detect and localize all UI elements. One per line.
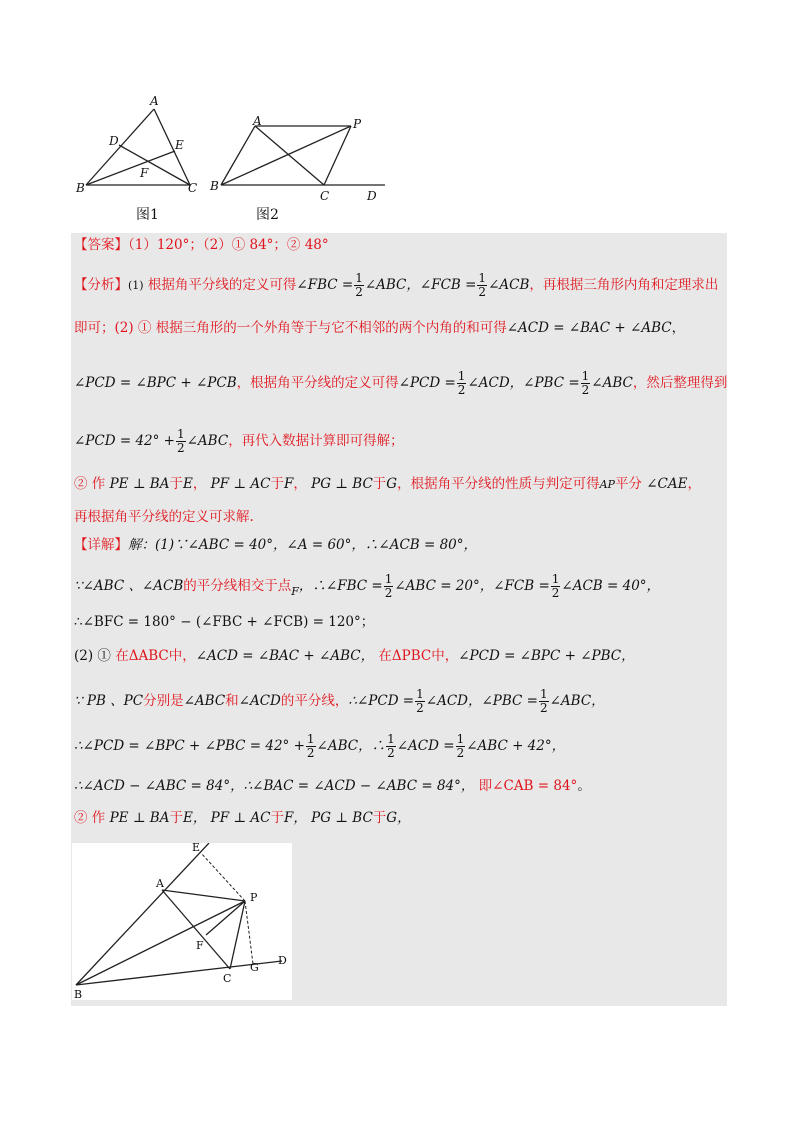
math-expr: PF ⊥ AC: [210, 476, 271, 492]
detail-text: 分别是: [143, 693, 184, 709]
math-expr: ∠PCD = ∠BPC + ∠PBC，: [458, 648, 635, 664]
analysis-text: ，再代入数据计算即可得解；: [228, 433, 404, 449]
math-expr: ∠ACB: [488, 277, 530, 293]
fig2-label-D: D: [367, 189, 377, 203]
math-expr: ，∠FCB =: [406, 277, 477, 293]
math-expr: E，: [182, 810, 207, 826]
math-expr: ∠PCD =: [398, 375, 456, 391]
detail-line-4: [74, 646, 635, 666]
detail-line-8: [74, 808, 411, 828]
math-expr: ∠ACD: [238, 693, 281, 709]
detail-line-5: [74, 688, 605, 715]
math-expr: PG ⊥ BC: [311, 810, 373, 826]
fig2-label-A: A: [253, 114, 262, 128]
figures-1-2: [70, 88, 400, 238]
math-expr: PG ⊥ BC: [311, 476, 373, 492]
answer-text: （1）120°；（2）① 84°；② 48°: [128, 237, 329, 253]
punct: 。: [577, 778, 591, 794]
analysis-text: 即可；(2) ① 根据三角形的一个外角等于与它不相邻的两个内角的和可得: [74, 320, 507, 336]
math-expr: ∠PCD = 42° +: [74, 433, 175, 449]
math-expr: ∠FBC =: [296, 277, 354, 293]
answer-tag: 【答案】: [74, 237, 128, 253]
math-expr: ∠ABC，: [549, 693, 605, 709]
fraction: $\frac{1}{2}$: [176, 427, 185, 455]
fig3-label-P: P: [250, 891, 258, 904]
math-expr: ，∠PBC =: [509, 375, 580, 391]
math-expr: ∠ACD: [467, 375, 510, 391]
math-expr: ∠ABC: [183, 693, 226, 709]
analysis-line-6: 再根据角平分线的定义可求解.: [74, 509, 254, 525]
detail-text: 的平分线相交于点: [183, 578, 292, 594]
math-expr: ∠ABC + 42°，: [466, 738, 566, 754]
math-expr: E: [182, 476, 193, 492]
fraction: $\frac{1}{2}$: [456, 732, 465, 760]
fig3-label-C: C: [223, 972, 232, 985]
detail-tag: 【详解】: [74, 537, 128, 553]
fraction: $\frac{1}{2}$: [355, 271, 363, 299]
fig3-label-A: A: [156, 877, 164, 890]
math-expr: F: [291, 585, 299, 598]
math-expr: ∵ PB 、PC: [74, 693, 144, 709]
math-expr: 解：(1)∵∠ABC = 40°，∠A = 60°，∴∠ACB = 80°，: [128, 537, 478, 553]
math-expr: F: [283, 476, 294, 492]
detail-text: ② 作: [74, 810, 106, 826]
math-expr: ∠CAE: [646, 476, 688, 492]
analysis-text: ，根据角平分线的定义可得: [236, 375, 399, 391]
punct: ，: [192, 476, 207, 492]
math-expr: F，: [283, 810, 307, 826]
analysis-line-4: [74, 428, 404, 455]
analysis-line-3: [74, 370, 727, 397]
math-expr: ∠ABC: [186, 433, 229, 449]
math-expr: ∠ACD = ∠BAC + ∠ABC: [506, 320, 672, 336]
fig1-label-A: A: [150, 94, 159, 108]
math-expr: ∵∠ABC 、∠ACB: [74, 578, 184, 594]
analysis-text: 平分: [614, 476, 642, 492]
fraction: $\frac{1}{2}$: [457, 369, 466, 397]
math-expr: ∠ACB = 40°，: [561, 578, 661, 594]
analysis-line-5: [74, 474, 701, 495]
detail-line-7: [74, 776, 591, 796]
analysis-text: ② 作: [74, 476, 106, 492]
detail-text: 在ΔABC中，: [115, 648, 196, 664]
analysis-text: 于: [372, 476, 387, 492]
punct: ，: [293, 476, 307, 492]
analysis-text: ，然后整理得到: [632, 375, 728, 391]
detail-text: 在ΔPBC中，: [378, 648, 459, 664]
fig1-label-D: D: [109, 134, 119, 148]
detail-text: 于: [169, 810, 183, 826]
fig1-label-E: E: [175, 138, 184, 152]
math-expr: ∠PCD = ∠BPC + ∠PCB: [74, 375, 237, 391]
fraction: $\frac{1}{2}$: [581, 369, 590, 397]
detail-line-1: [74, 535, 477, 555]
math-expr: G，: [386, 810, 411, 826]
analysis-text: 根据角平分线的定义可得: [147, 277, 297, 293]
analysis-line-2: [74, 318, 685, 338]
fig3-label-E: E: [192, 843, 201, 854]
math-expr: PE ⊥ BA: [109, 476, 170, 492]
analysis-text: ，根据角平分线的性质与判定可得: [397, 476, 600, 492]
math-expr: ∴∠ACD − ∠ABC = 84°，∴∠BAC = ∠ACD − ∠ABC = 84°，: [74, 778, 475, 794]
math-expr: G: [386, 476, 398, 492]
analysis-part-number: (1): [128, 279, 144, 292]
detail-line-6: [74, 733, 565, 760]
detail-line-2: [74, 573, 660, 602]
analysis-line-1: [74, 272, 718, 299]
math-expr: ，∴∠FBC =: [298, 578, 383, 594]
math-expr: ∠ABC，∴: [316, 738, 386, 754]
fig1-label-F: F: [140, 166, 149, 180]
punct: ，: [687, 476, 701, 492]
math-expr: ∠ABC = 20°，∠FCB =: [394, 578, 550, 594]
fig2-label-C: C: [320, 189, 330, 203]
analysis-text: 于: [169, 476, 183, 492]
detail-text: 于: [372, 810, 387, 826]
math-expr: AP: [599, 478, 615, 491]
fig2-label-B: B: [210, 179, 219, 193]
detail-line-3: ∴∠BFC = 180° − (∠FBC + ∠FCB) = 120°；: [74, 614, 375, 630]
detail-text: 的平分线，: [280, 693, 349, 709]
analysis-tag: 【分析】: [74, 277, 128, 293]
fig2-caption: 图2: [256, 207, 279, 223]
fig1-caption: 图1: [136, 207, 159, 223]
fraction: $\frac{1}{2}$: [387, 732, 395, 760]
detail-text: (2) ①: [74, 648, 111, 664]
math-expr: ∠ABC: [364, 277, 407, 293]
fig3-label-B: B: [74, 988, 83, 1000]
answer-line: [74, 235, 329, 255]
math-expr: ∠ABC: [591, 375, 633, 391]
figure-3: [72, 843, 292, 1000]
analysis-text: ，再根据三角形内角和定理求出: [529, 277, 719, 293]
math-expr: PF ⊥ AC: [210, 810, 271, 826]
punct: ，: [671, 320, 686, 336]
math-expr: ∠ACD，∠PBC =: [425, 693, 538, 709]
fig3-label-D: D: [278, 954, 287, 967]
fig3-label-F: F: [196, 939, 204, 952]
math-expr: ∠ACD = ∠BAC + ∠ABC，: [195, 648, 375, 664]
fig1-label-B: B: [76, 181, 85, 195]
fraction: $\frac{1}{2}$: [384, 572, 393, 600]
math-expr: ∴∠PCD =: [348, 693, 415, 709]
fraction: $\frac{1}{2}$: [539, 687, 548, 715]
fig3-label-G: G: [250, 961, 259, 974]
math-expr: PE ⊥ BA: [109, 810, 170, 826]
fig2-label-P: P: [353, 117, 362, 131]
detail-text: 和: [225, 693, 239, 709]
detail-text: 于: [270, 810, 284, 826]
fraction: $\frac{1}{2}$: [478, 271, 487, 299]
analysis-text: 于: [270, 476, 284, 492]
detail-text: 即∠CAB = 84°: [478, 778, 578, 794]
fig1-label-C: C: [188, 181, 198, 195]
fraction: $\frac{1}{2}$: [416, 687, 424, 715]
fraction: $\frac{1}{2}$: [306, 732, 315, 760]
math-expr: ∴∠PCD = ∠BPC + ∠PBC = 42° +: [74, 738, 305, 754]
fraction: $\frac{1}{2}$: [551, 572, 560, 600]
math-expr: ∠ACD =: [396, 738, 455, 754]
